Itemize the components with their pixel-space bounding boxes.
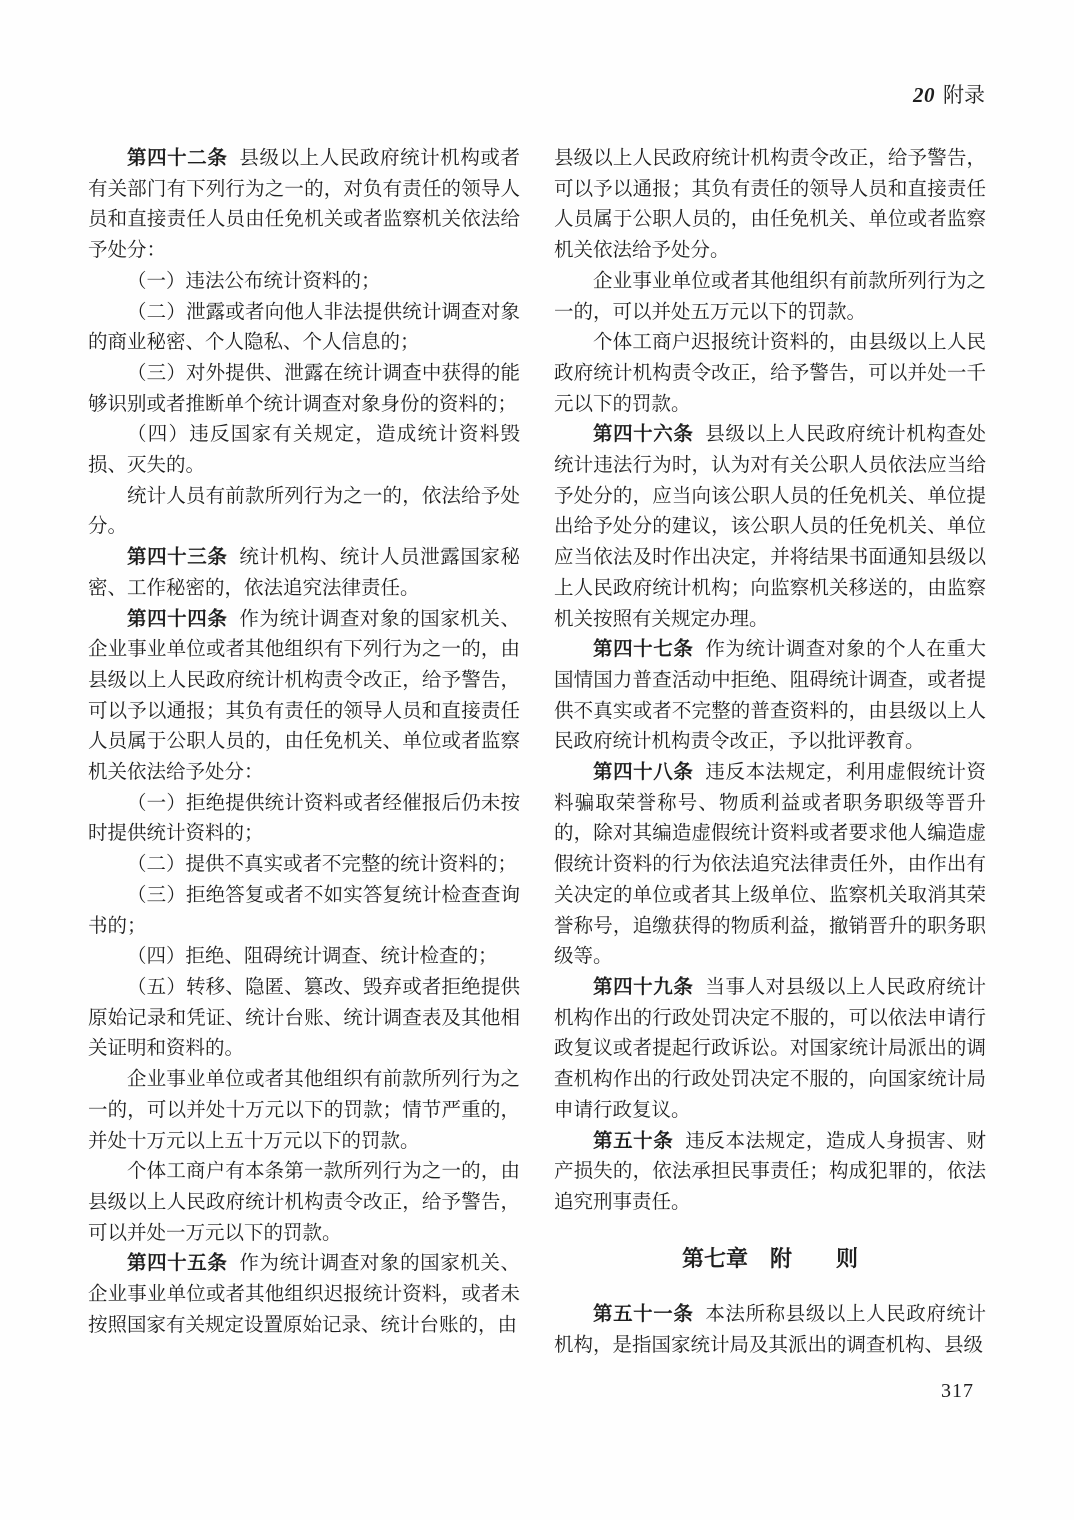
paragraph: 企业事业单位或者其他组织有前款所列行为之一的，可以并处五万元以下的罚款。 xyxy=(554,270,986,323)
page-number: 317 xyxy=(941,1380,974,1402)
article-number: 第四十六条 xyxy=(593,424,694,446)
article-number: 第五十条 xyxy=(593,1130,674,1152)
article-number: 第四十八条 xyxy=(593,762,694,784)
header-section-number: 20 xyxy=(913,83,935,107)
article-number: 第四十四条 xyxy=(127,608,228,630)
paragraph: 第四十二条 县级以上人民政府统计机构或者有关部门有下列行为之一的，对负有责任的领导人员和直接责任人员由任免机关或者监察机关依法给予处分： xyxy=(88,148,520,262)
paragraph: 县级以上人民政府统计机构责令改正，给予警告，可以予以通报；其负有责任的领导人员和直接责任人员属于公职人员的，由任免机关、单位或者监察机关依法给予处分。 xyxy=(554,148,986,262)
paragraph: （五）转移、隐匿、篡改、毁弃或者拒绝提供原始记录和凭证、统计台账、统计调查表及其他相关证明和资料的。 xyxy=(88,976,520,1060)
paragraph: （一）拒绝提供统计资料或者经催报后仍未按时提供统计资料的； xyxy=(88,792,520,845)
paragraph: （二）提供不真实或者不完整的统计资料的； xyxy=(127,854,518,876)
text-column-left xyxy=(88,144,520,1341)
paragraph: （一）违法公布统计资料的； xyxy=(127,270,381,292)
paragraph: 第四十五条 作为统计调查对象的国家机关、企业事业单位或者其他组织迟报统计资料，或者未按照国家有关规定设置原始记录、统计台账的，由 xyxy=(88,1253,520,1336)
paragraph: 个体工商户有本条第一款所列行为之一的，由县级以上人民政府统计机构责令改正，给予警告，可以并处一万元以下的罚款。 xyxy=(88,1161,520,1244)
paragraph: 第四十三条 统计机构、统计人员泄露国家秘密、工作秘密的，依法追究法律责任。 xyxy=(88,547,520,599)
paragraph: 第五十一条 本法所称县级以上人民政府统计机构，是指国家统计局及其派出的调查机构、县级 xyxy=(554,1304,986,1357)
paragraph: 第四十四条 作为统计调查对象的国家机关、企业事业单位或者其他组织有下列行为之一的，由县级以上人民政府统计机构责令改正，给予警告，可以予以通报；其负有责任的领导人员和直接责任人员属于公职人员的，由任免机关、单位或者监察机关依法给予处分： xyxy=(88,608,520,784)
paragraph: 个体工商户迟报统计资料的，由县级以上人民政府统计机构责令改正，给予警告，可以并处一千元以下的罚款。 xyxy=(554,332,986,415)
paragraph: 第五十条 违反本法规定，造成人身损害、财产损失的，依法承担民事责任；构成犯罪的，依法追究刑事责任。 xyxy=(554,1130,986,1213)
article-number: 第四十九条 xyxy=(593,976,694,998)
paragraph: 第四十七条 作为统计调查对象的个人在重大国情国力普查活动中拒绝、阻碍统计调查，或者提供不真实或者不完整的普查资料的，由县级以上人民政府统计机构责令改正，予以批评教育。 xyxy=(554,639,986,753)
paragraph: 统计人员有前款所列行为之一的，依法给予处分。 xyxy=(88,485,520,538)
article-number: 第五十一条 xyxy=(593,1304,694,1326)
paragraph: 企业事业单位或者其他组织有前款所列行为之一的，可以并处十万元以下的罚款；情节严重的，并处十万元以上五十万元以下的罚款。 xyxy=(88,1069,520,1152)
paragraph: 第四十九条 当事人对县级以上人民政府统计机构作出的行政处罚决定不服的，可以依法申请行政复议或者提起行政诉讼。对国家统计局派出的调查机构作出的行政处罚决定不服的，向国家统计局申请行政复议。 xyxy=(554,976,986,1121)
article-number: 第四十七条 xyxy=(593,639,694,661)
article-number: 第四十三条 xyxy=(127,547,228,569)
paragraph: （三）拒绝答复或者不如实答复统计检查查询书的； xyxy=(88,884,520,937)
paragraph: （三）对外提供、泄露在统计调查中获得的能够识别或者推断单个统计调查对象身份的资料的； xyxy=(88,362,520,415)
header-section-label: 附录 xyxy=(943,83,985,107)
paragraph: （四）拒绝、阻碍统计调查、统计检查的； xyxy=(127,946,498,968)
article-number: 第四十五条 xyxy=(127,1253,228,1275)
article-number: 第四十二条 xyxy=(127,148,228,169)
paragraph: （二）泄露或者向他人非法提供统计调查对象的商业秘密、个人隐私、个人信息的； xyxy=(88,301,520,354)
page-header xyxy=(913,82,985,108)
chapter-heading: 第七章 附 则 xyxy=(681,1245,858,1271)
paragraph: 第四十八条 违反本法规定，利用虚假统计资料骗取荣誉称号、物质利益或者职务职级等晋升的，除对其编造虚假统计资料或者要求他人编造虚假统计资料的行为依法追究法律责任外，由作出有关决定的单位或者其上级单位、监察机关取消其荣誉称号，追缴获得的物质利益，撤销晋升的职务职级等。 xyxy=(554,762,986,968)
paragraph: 第四十六条 县级以上人民政府统计机构查处统计违法行为时，认为对有关公职人员依法应当给予处分的，应当向该公职人员的任免机关、单位提出给予处分的建议，该公职人员的任免机关、单位应当依法及时作出决定，并将结果书面通知县级以上人民政府统计机构；向监察机关移送的，由监察机关按照有关规定办理。 xyxy=(554,424,986,630)
text-column-right xyxy=(554,144,986,1362)
paragraph: （四）违反国家有关规定，造成统计资料毁损、灭失的。 xyxy=(88,424,520,477)
